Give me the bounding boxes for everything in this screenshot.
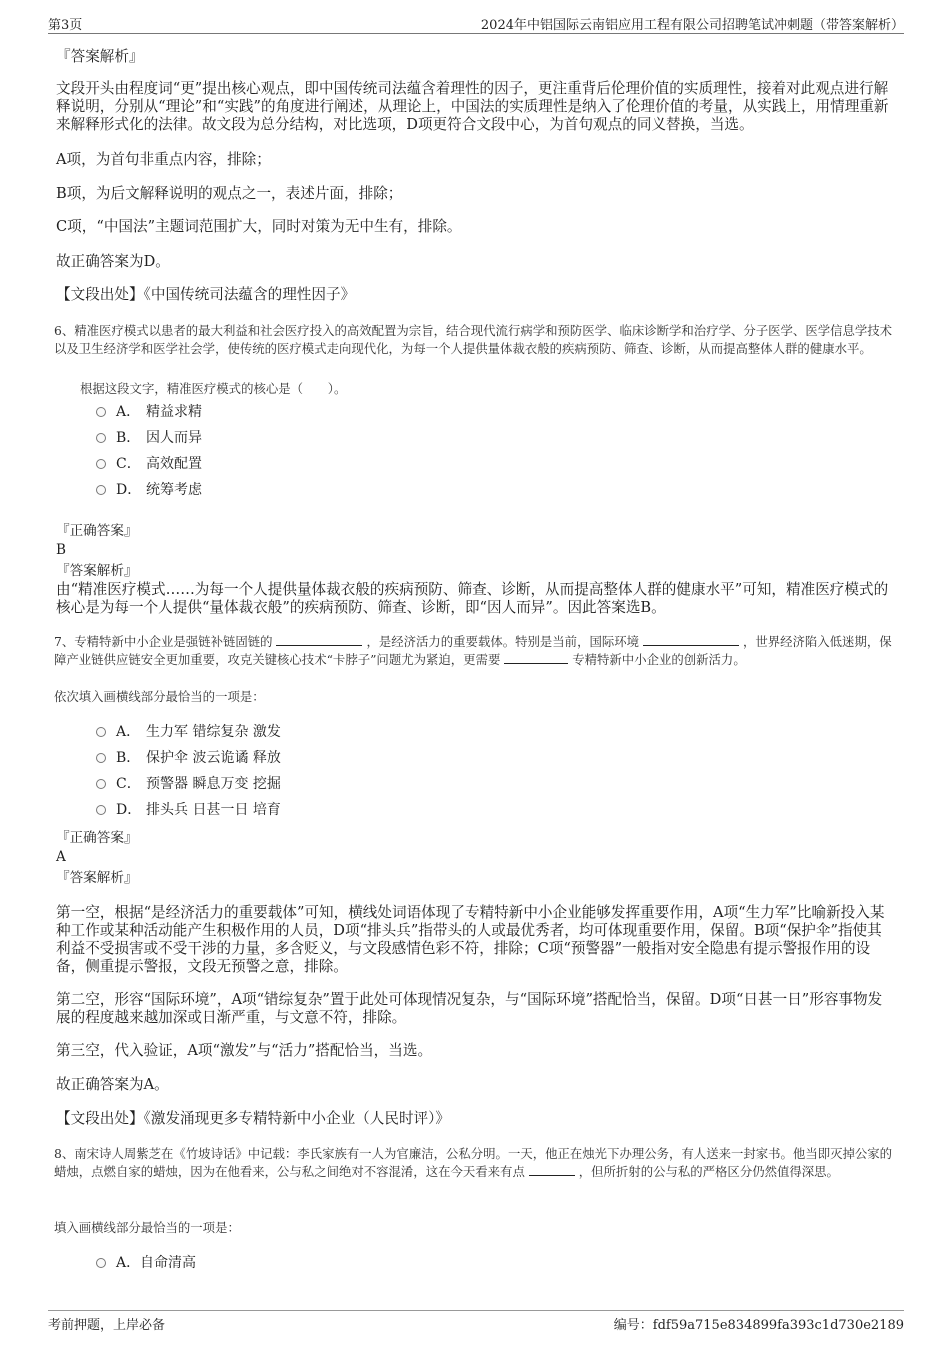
q7-analysis-title: 『答案解析』 [56,870,138,886]
q7-option-a[interactable]: A． 生力军 错综复杂 激发 [96,723,281,741]
blank-1 [529,1163,575,1176]
q6-option-c[interactable]: C． 高效配置 [96,455,202,473]
page-footer [48,1314,904,1334]
q6-stem: 6、精准医疗模式以患者的最大利益和社会医疗投入的高效配置为宗旨，结合现代流行病学和预防医学、临床诊断学和治疗学、分子医学、医学信息学技术以及卫生经济学和医学社会学，使传统的医疗模式走向现代化，为每一个人提供量体裁衣般的疾病预防、筛查、诊断，从而提高整体人群的健康水平。 [54,323,893,356]
blank-2 [643,633,739,646]
q6-prompt: 根据这段文字，精准医疗模式的核心是（ ）。 [80,381,347,396]
footer-serial: 编号：fdf59a715e834899fa393c1d730e2189 [613,1318,904,1333]
document-title: 2024年中铝国际云南铝应用工程有限公司招聘笔试冲刺题（带答案解析） [480,18,904,33]
q7-option-c[interactable]: C． 预警器 瞬息万变 挖掘 [96,775,281,793]
q7-option-b[interactable]: B． 保护伞 波云诡谲 释放 [96,749,281,767]
page-header [48,14,904,34]
q7-analysis-p2: 第二空，形容“国际环境”，A项“错综复杂”置于此处可体现情况复杂，与“国际环境”搭配恰当，保留。D项“日甚一日”形容事物发展的程度越来越加深或日渐严重，与文意不符，排除。 [56,991,883,1026]
q5-option-a-note: A项，为首句非重点内容，排除； [56,151,271,168]
q5-conclusion: 故正确答案为D。 [56,253,170,270]
radio-icon[interactable] [96,459,106,469]
q6-answer: B [56,542,66,558]
footer-divider [48,1310,904,1311]
q7-answer-title: 『正确答案』 [56,830,138,846]
q6-option-b[interactable]: B． 因人而异 [96,429,202,447]
radio-icon[interactable] [96,805,106,815]
q6-answer-title: 『正确答案』 [56,523,138,539]
q7-analysis-p1: 第一空，根据“是经济活力的重要载体”可知，横线处词语体现了专精特新中小企业能够发挥重要作用，A项“生力军”比喻新投入某种工作或某种活动能产生积极作用的人员，D项“排头兵”指带头的人或最优秀者，均可体现重要作用，保留。B项“保护伞”指使其利益不受损害或不受干涉的力量，多含贬义，与文段感情色彩不符，排除；C项“预警器”一般指对安全隐患有提示警报作用的设备，侧重提示警报，文段无预警之意，排除。 [56,904,885,975]
radio-icon[interactable] [96,753,106,763]
q7-answer: A [56,849,66,865]
q7-analysis-p3: 第三空，代入验证，A项“激发”与“活力”搭配恰当，当选。 [56,1042,433,1059]
radio-icon[interactable] [96,485,106,495]
radio-icon[interactable] [96,779,106,789]
q8-option-a[interactable]: A．自命清高 [96,1254,196,1272]
q6-option-a[interactable]: A． 精益求精 [96,403,202,421]
footer-slogan: 考前押题，上岸必备 [48,1318,166,1333]
blank-1 [276,633,362,646]
q5-option-b-note: B项，为后文解释说明的观点之一，表述片面，排除； [56,185,403,202]
radio-icon[interactable] [96,407,106,417]
q6-analysis-title: 『答案解析』 [56,563,138,579]
q5-option-c-note: C项，“中国法”主题词范围扩大，同时对策为无中生有，排除。 [56,218,462,235]
q7-source: 【文段出处】《激发涌现更多专精特新中小企业（人民时评）》 [56,1110,451,1127]
page-number: 第3页 [48,18,83,33]
blank-3 [504,651,568,664]
q5-source: 【文段出处】《中国传统司法蕴含的理性因子》 [56,286,356,303]
q7-prompt: 依次填入画横线部分最恰当的一项是： [54,689,265,704]
q6-analysis-text: 由“精准医疗模式……为每一个人提供量体裁衣般的疾病预防、筛查、诊断，从而提高整体人群的健康水平”可知，精准医疗模式的核心是为每一个人提供“量体裁衣般”的疾病预防、筛查、诊断，即“因人而异”。因此答案选B。 [56,581,889,616]
q8-stem: 8、南宋诗人周紫芝在《竹坡诗话》中记载：李氏家族有一人为官廉洁，公私分明。一天，他正在烛光下办理公务，有人送来一封家书。他当即灭掉公家的蜡烛，点燃自家的蜡烛，因为在他看来，公与私之间绝对不容混淆，这在今天看来有点 ，但所折射的公与私的严格区分仍然值得深思。 [54,1146,893,1179]
q5-analysis-text: 文段开头由程度词“更”提出核心观点，即中国传统司法蕴含着理性的因子，更注重背后伦理价值的实质理性，接着对此观点进行解释说明，分别从“理论”和“实践”的角度进行阐述，从理论上，中国法的实质理性是纳入了伦理价值的考量，从实践上，用情理重新来解释形式化的法律。故文段为总分结构，对比选项，D项更符合文段中心，为首句观点的同义替换，当选。 [56,80,889,133]
q8-prompt: 填入画横线部分最恰当的一项是： [54,1220,240,1235]
header-divider [48,33,904,34]
q7-conclusion: 故正确答案为A。 [56,1076,169,1093]
q7-option-d[interactable]: D． 排头兵 日甚一日 培育 [96,801,281,819]
radio-icon[interactable] [96,727,106,737]
q7-stem: 7、专精特新中小企业是强链补链固链的 ，是经济活力的重要载体。特别是当前，国际环境 ，世界经济陷入低迷期，保障产业链供应链安全更加重要，攻克关键核心技术“卡脖子”问题尤为紧迫，更需要 专精特新中小企业的创新活力。 [54,634,892,667]
radio-icon[interactable] [96,433,106,443]
q6-option-d[interactable]: D． 统筹考虑 [96,481,202,499]
radio-icon[interactable] [96,1258,106,1268]
q5-analysis-title: 『答案解析』 [56,48,144,65]
